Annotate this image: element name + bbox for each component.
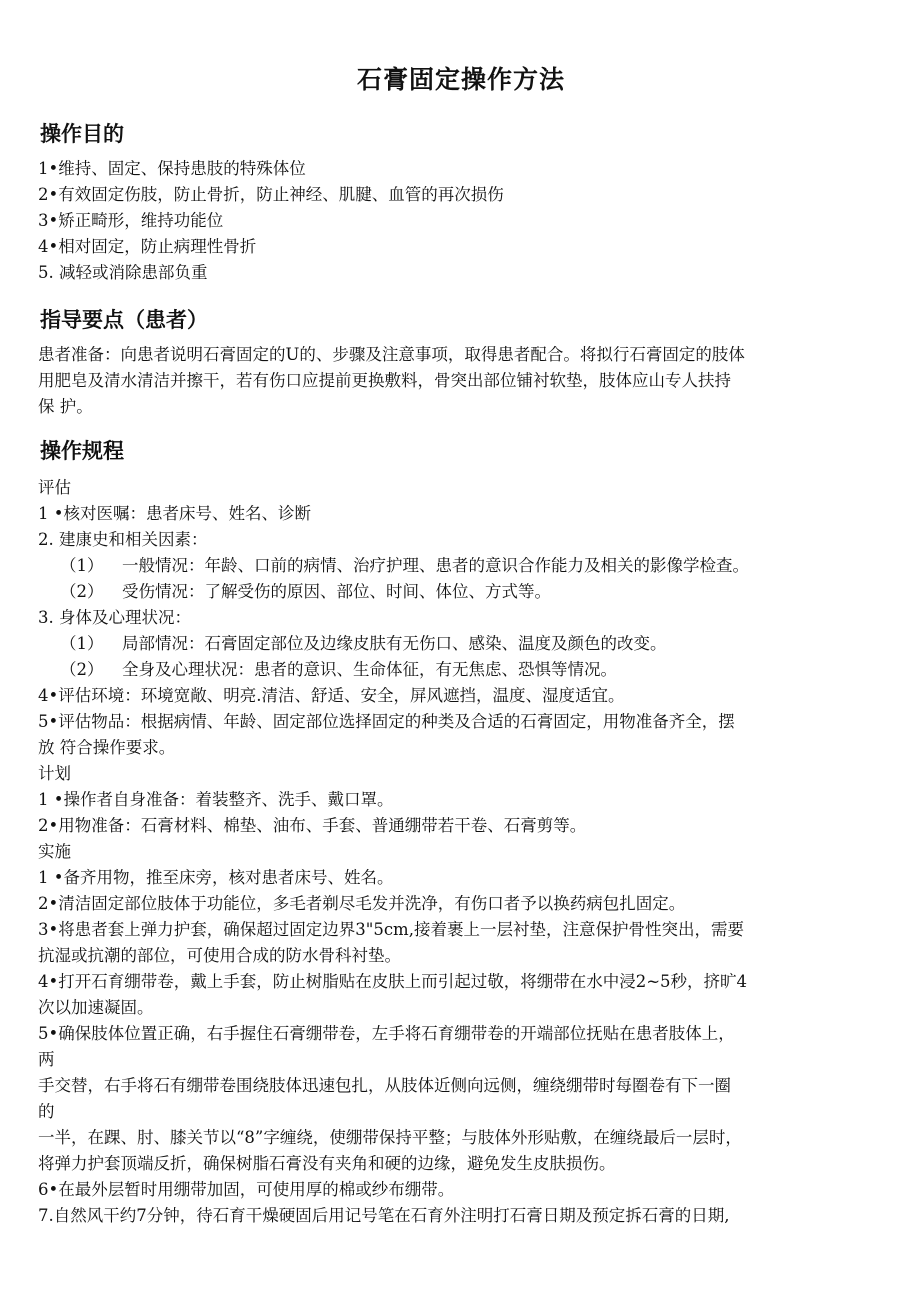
list-item-continuation: 一半，在踝、肘、膝关节以“8”字缠绕，使绷带保持平整；与肢体外形贴敷，在缠绕最后一层时， <box>38 1128 742 1147</box>
sub-item-number: （1） <box>60 556 104 575</box>
list-item: 1 •核对医嘱：患者床号、姓名、诊断 <box>38 504 311 523</box>
list-item: 2. 建康史和相关因素： <box>38 530 208 549</box>
list-item: 4•打开石育绷带卷，戴上手套，防止树脂贴在皮肤上而引起过敬，将绷带在水中浸2~5秒，挤旷4 <box>38 972 748 991</box>
list-item-continuation: 手交替，右手将石有绷带卷围绕肢体迅速包扎，从肢体近侧向远侧，缠绕绷带时每圈卷有下一圈 <box>38 1076 731 1095</box>
guidance-paragraph <box>38 342 884 420</box>
list-item: 6•在最外层暂时用绷带加固，可使用厚的棉或纱布绷带。 <box>38 1180 455 1199</box>
subsection-label-eval: 评估 <box>38 478 71 497</box>
list-item: 5•评估物品：根据病情、年龄、固定部位选择固定的种类及合适的石膏固定，用物准备齐全，摆 <box>38 712 735 731</box>
list-item-continuation: 将弹力护套顶端反折，确保树脂石膏没有夹角和硬的边缘，避免发生皮肤损伤。 <box>38 1154 616 1173</box>
list-item-continuation: 抗湿或抗潮的部位，可使用合成的防水骨科衬垫。 <box>38 946 401 965</box>
sub-item-number: （2） <box>60 582 104 601</box>
list-item: 1 •操作者自身准备：着装整齐、洗手、戴口罩。 <box>38 790 394 809</box>
sub-item-text: 一般情况：年龄、口前的病情、治疗护理、患者的意识合作能力及相关的影像学检查。 <box>122 556 749 575</box>
list-item: 7.自然风干约7分钟，待石育干燥硬固后用记号笔在石育外注明打石膏日期及预定拆石膏的日期, <box>38 1206 730 1225</box>
list-item: 3. 身体及心理状况： <box>38 608 191 627</box>
purpose-list <box>38 156 884 286</box>
section-heading-procedure: 操作规程 <box>40 439 124 463</box>
list-item-continuation: 次以加速凝固。 <box>38 998 154 1017</box>
paragraph-line: 用肥皂及清水清洁并擦干，若有伤口应提前更换敷料，骨突出部位铺衬软垫，肢体应山专人扶持 <box>38 371 731 390</box>
sub-list-item <box>38 553 884 579</box>
procedure-body <box>38 475 884 1229</box>
list-item: 1•维持、固定、保持患肢的特殊体位 <box>38 159 306 178</box>
list-item: 5•确保肢体位置正确，右手握住石膏绷带卷，左手将石育绷带卷的开端部位抚贴在患者肢体上， <box>38 1024 735 1043</box>
list-item: 2•清洁固定部位肢体于功能位，多毛者剃尽毛发并洗净，有伤口者予以换药病包扎固定。 <box>38 894 686 913</box>
sub-item-text: 受伤情况：了解受伤的原因、部位、时间、体位、方式等。 <box>122 582 551 601</box>
list-item: 3•矫正畸形，维持功能位 <box>38 211 224 230</box>
sub-list-item <box>38 579 884 605</box>
sub-item-text: 局部情况：石膏固定部位及边缘皮肤有无伤口、感染、温度及颜色的改变。 <box>122 634 667 653</box>
list-item-continuation: 放 符合操作要求。 <box>38 738 176 757</box>
list-item: 1 •备齐用物，推至床旁，核对患者床号、姓名。 <box>38 868 394 887</box>
list-item: 2•有效固定伤肢，防止骨折，防止神经、肌腱、血管的再次损伤 <box>38 185 504 204</box>
list-item: 3•将患者套上弹力护套，确保超过固定边界3"5cm,接着裹上一层衬垫，注意保护骨性突出，需要 <box>38 920 744 939</box>
document-title: 石膏固定操作方法 <box>356 65 565 94</box>
section-heading-guidance: 指导要点（患者） <box>40 308 208 332</box>
list-item: 2•用物准备：石膏材料、棉垫、油布、手套、普通绷带若干卷、石膏剪等。 <box>38 816 587 835</box>
sub-item-number: （2） <box>60 660 104 679</box>
subsection-label-plan: 计划 <box>38 764 71 783</box>
sub-item-text: 全身及心理状况：患者的意识、生命体征，有无焦虑、恐惧等情况。 <box>122 660 617 679</box>
list-item: 4•相对固定，防止病理性骨折 <box>38 237 257 256</box>
sub-list-item <box>38 657 884 683</box>
list-item: 4•评估环境：环境宽敞、明亮.清洁、舒适、安全，屏风遮挡，温度、湿度适宜。 <box>38 686 625 705</box>
sub-item-number: （1） <box>60 634 104 653</box>
sub-list-item <box>38 631 884 657</box>
subsection-label-impl: 实施 <box>38 842 71 861</box>
paragraph-line: 保 护。 <box>38 397 93 416</box>
section-heading-purpose: 操作目的 <box>40 122 124 146</box>
list-item-continuation: 的 <box>38 1102 55 1121</box>
paragraph-line: 患者准备：向患者说明石膏固定的U的、步骤及注意事项，取得患者配合。将拟行石膏固定的肢体 <box>38 345 745 364</box>
list-item-continuation: 两 <box>38 1050 55 1069</box>
list-item: 5. 减轻或消除患部负重 <box>38 263 208 282</box>
